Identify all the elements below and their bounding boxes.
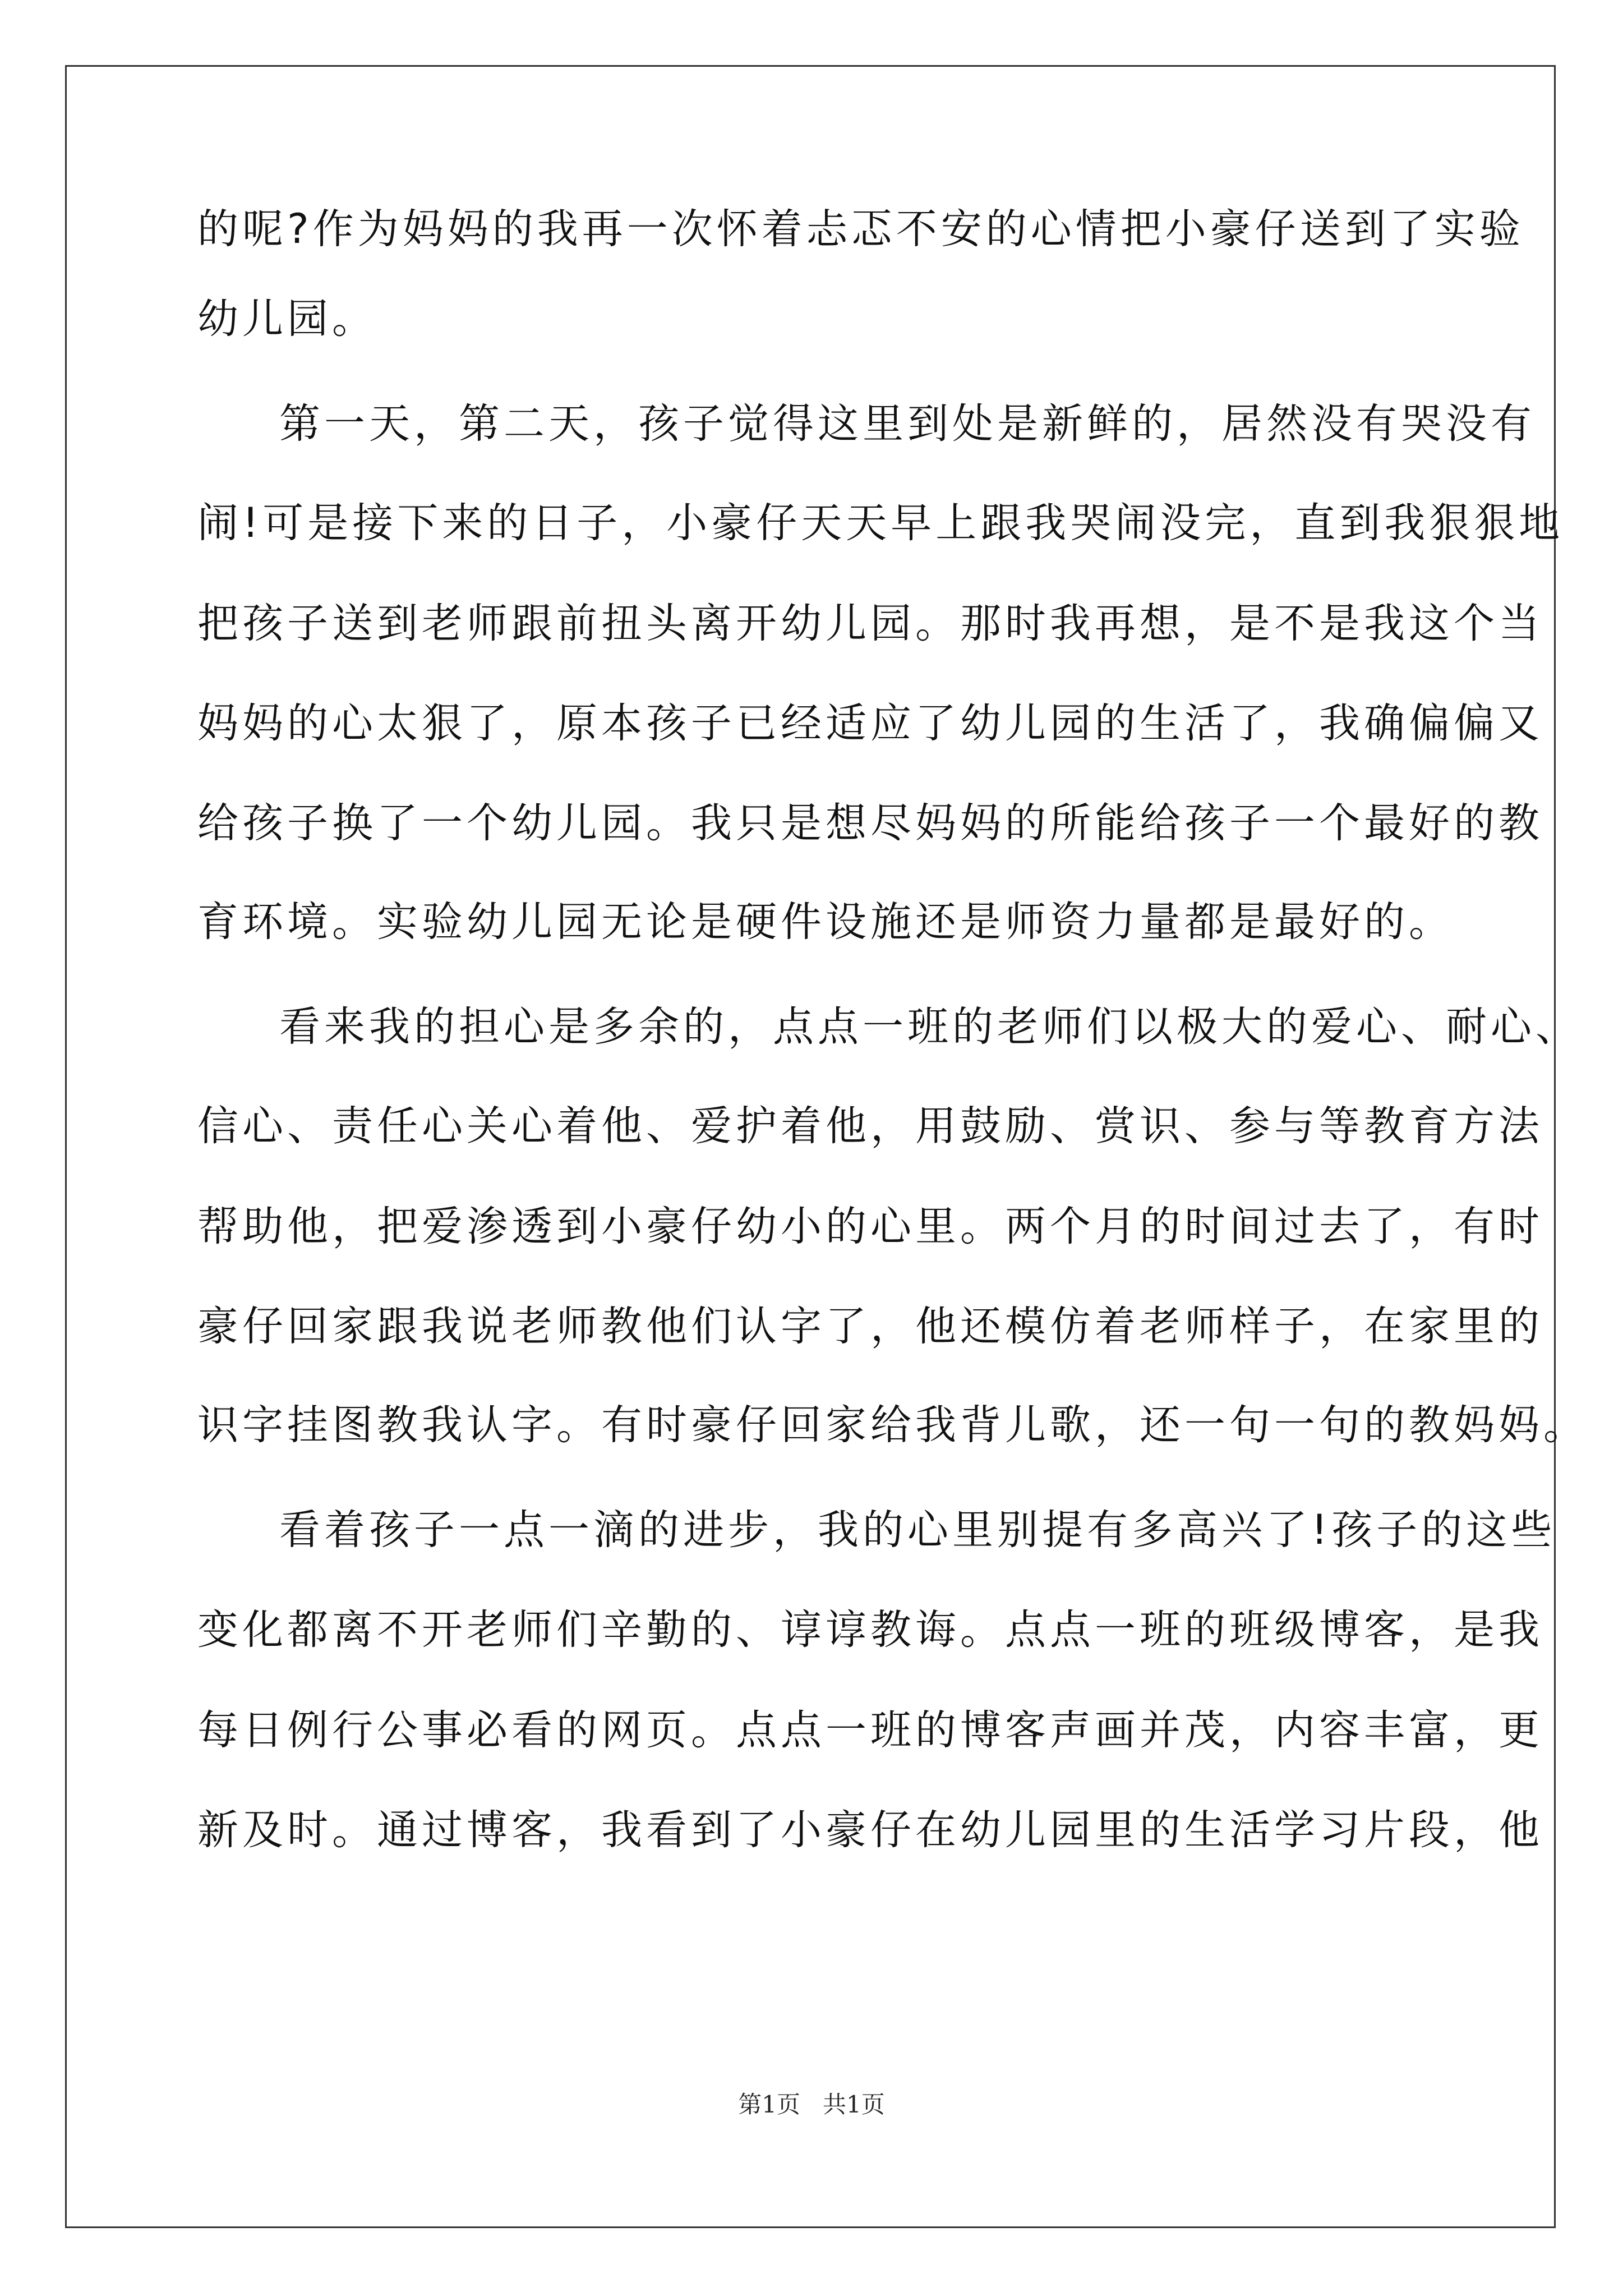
page-total: 共1页 (823, 2091, 885, 2118)
text-line: 幼儿园。 (197, 295, 377, 343)
text-line: 看来我的担心是多余的，点点一班的老师们以极大的爱心、耐心、 (279, 1003, 1580, 1051)
text-line: 信心、责任心关心着他、爱护着他，用鼓励、赏识、参与等教育方法 (197, 1102, 1543, 1150)
text-line: 变化都离不开老师们辛勤的、谆谆教诲。点点一班的班级博客，是我 (197, 1606, 1543, 1654)
text-line: 的呢?作为妈妈的我再一次怀着忐忑不安的心情把小豪仔送到了实验 (197, 205, 1524, 253)
text-line: 闹!可是接下来的日子，小豪仔天天早上跟我哭闹没完，直到我狠狠地 (197, 499, 1564, 547)
text-line: 看着孩子一点一滴的进步，我的心里别提有多高兴了!孩子的这些 (279, 1506, 1556, 1554)
text-line: 每日例行公事必看的网页。点点一班的博客声画并茂，内容丰富，更 (197, 1706, 1543, 1754)
text-line: 把孩子送到老师跟前扭头离开幼儿园。那时我再想，是不是我这个当 (197, 600, 1543, 647)
text-line: 育环境。实验幼儿园无论是硬件设施还是师资力量都是最好的。 (197, 898, 1454, 946)
text-line: 识字挂图教我认字。有时豪仔回家给我背儿歌，还一句一句的教妈妈。 (197, 1401, 1588, 1449)
page-number: 第1页 (738, 2091, 800, 2118)
text-line: 妈妈的心太狠了，原本孩子已经适应了幼儿园的生活了，我确偏偏又 (197, 700, 1543, 747)
page-footer (0, 2088, 1623, 2122)
text-line: 新及时。通过博客，我看到了小豪仔在幼儿园里的生活学习片段，他 (197, 1806, 1543, 1854)
text-line: 第一天，第二天，孩子觉得这里到处是新鲜的，居然没有哭没有 (279, 400, 1536, 448)
text-line: 豪仔回家跟我说老师教他们认字了，他还模仿着老师样子，在家里的 (197, 1303, 1543, 1350)
text-line: 帮助他，把爱渗透到小豪仔幼小的心里。两个月的时间过去了，有时 (197, 1203, 1543, 1250)
text-line: 给孩子换了一个幼儿园。我只是想尽妈妈的所能给孩子一个最好的教 (197, 799, 1543, 847)
